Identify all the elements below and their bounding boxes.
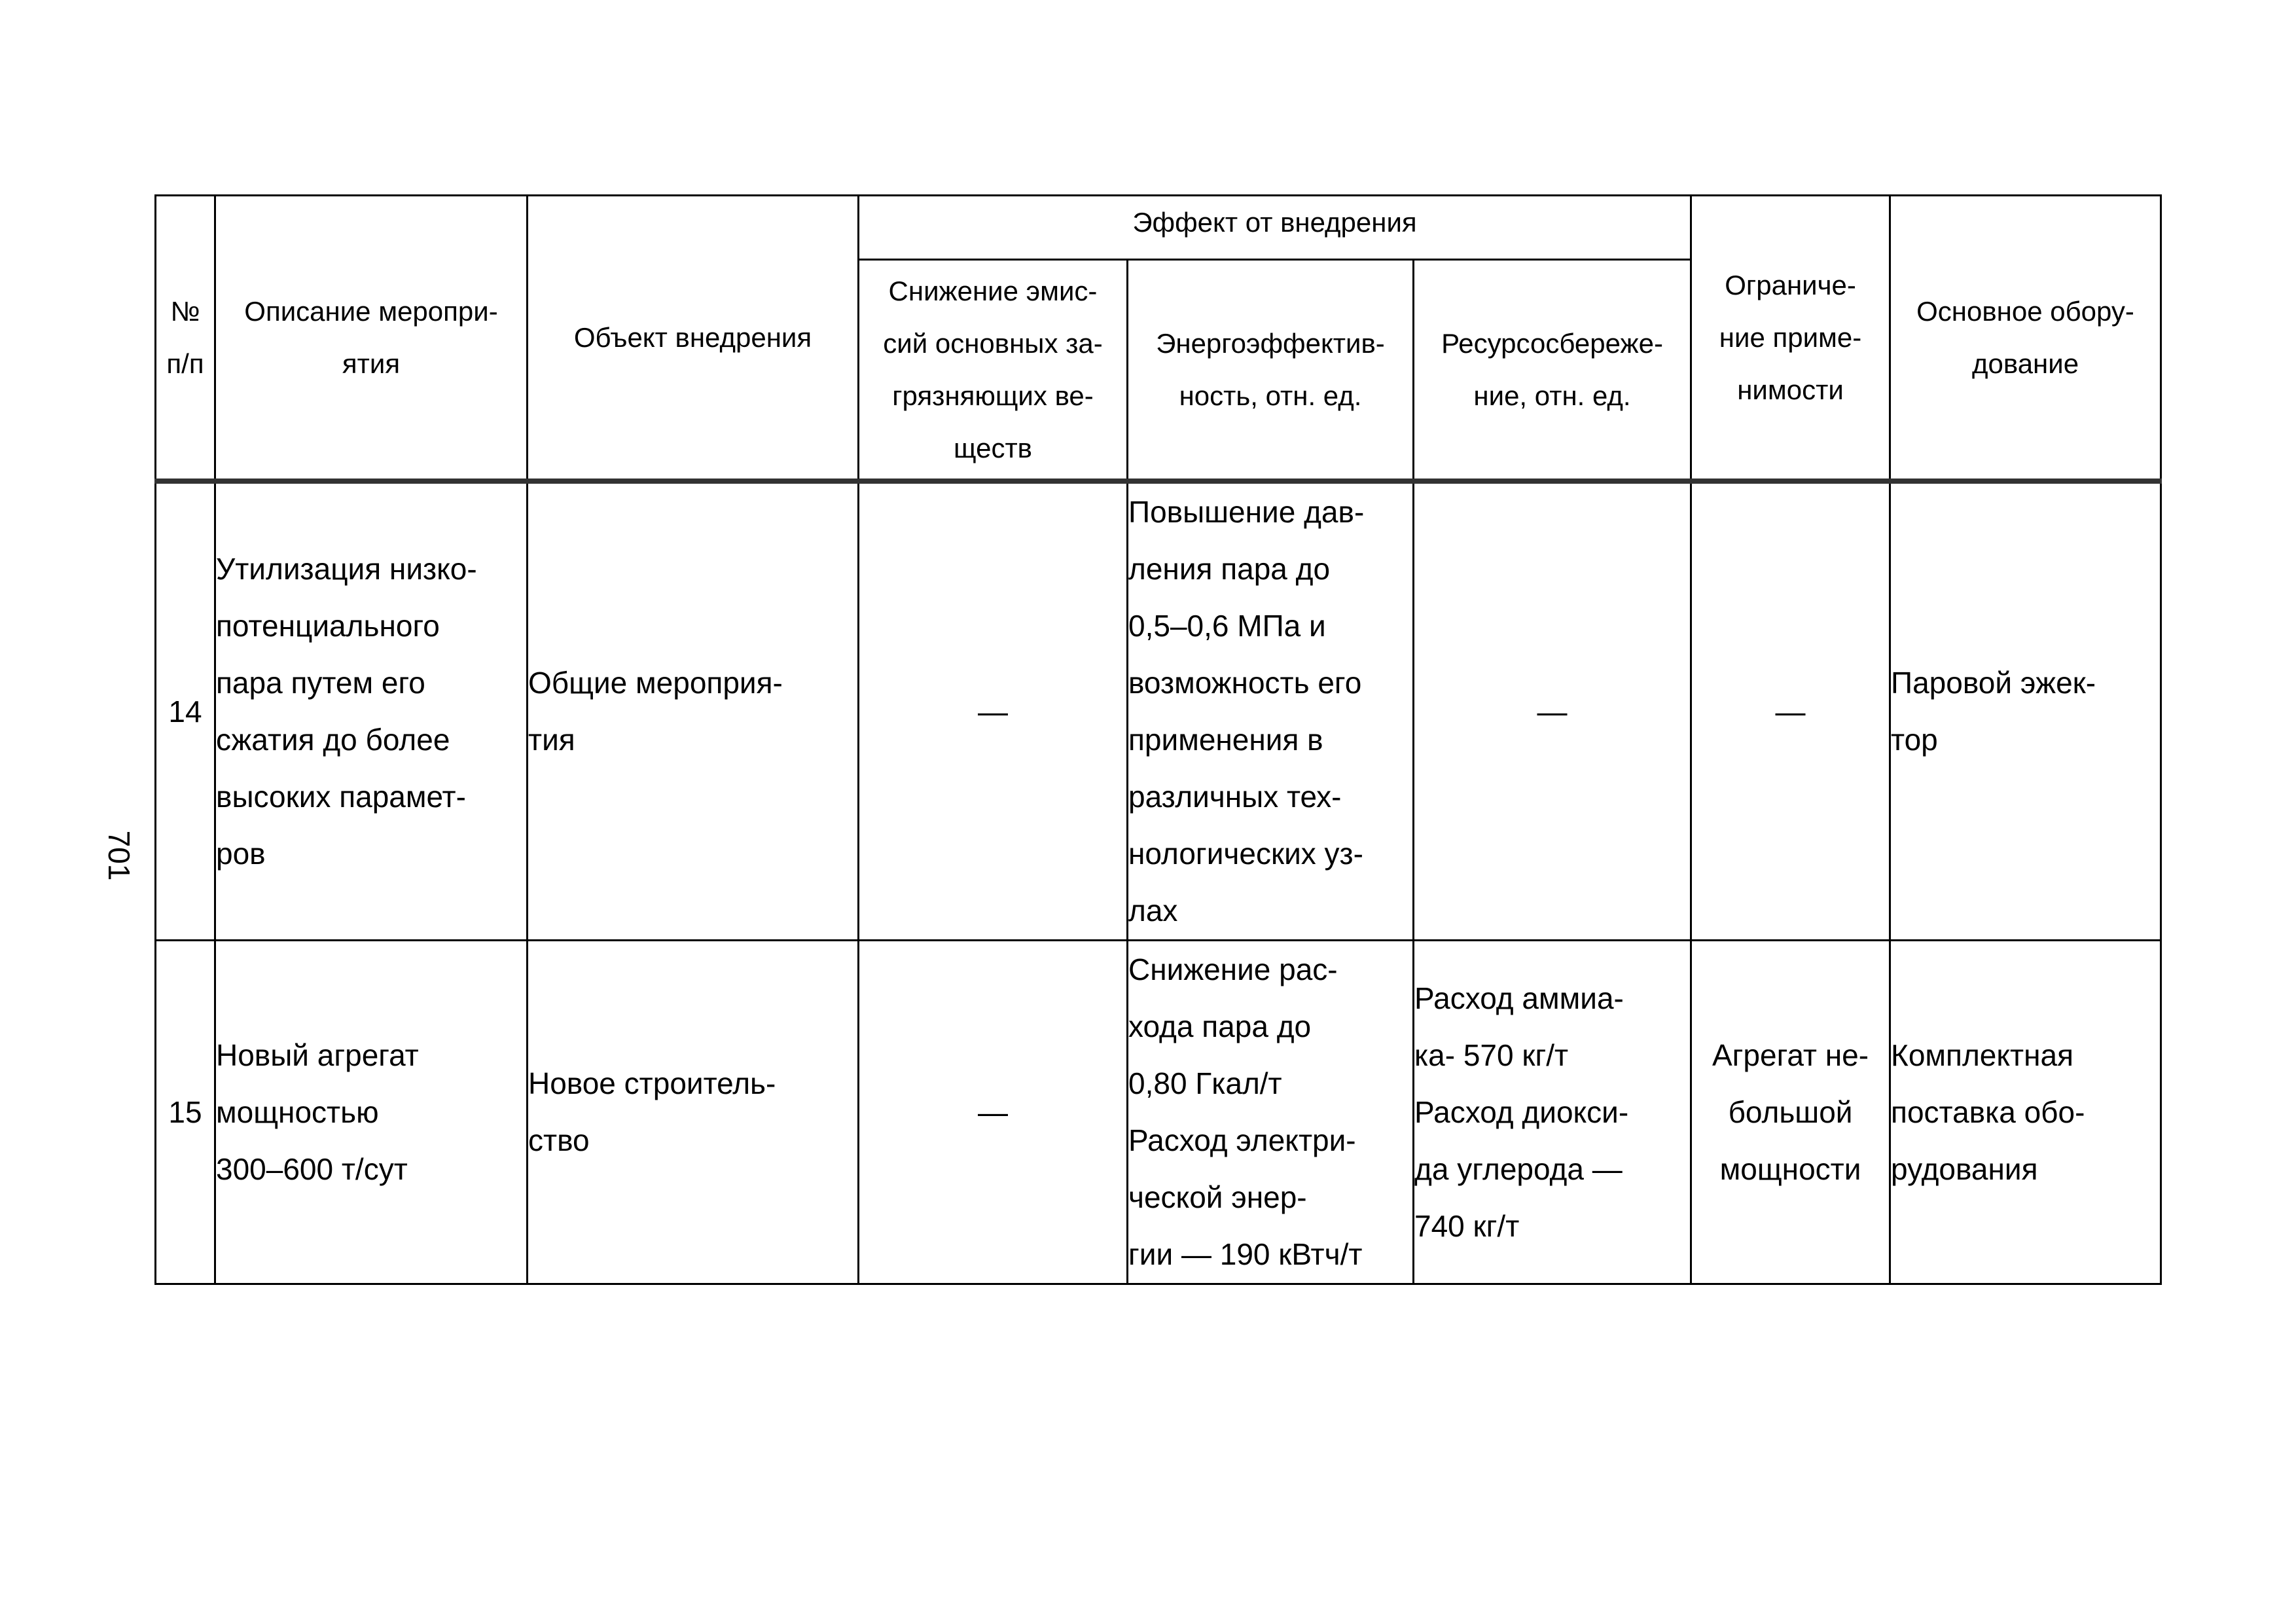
cell-line: ления пара до (1128, 552, 1331, 586)
cell-line: гии — 190 кВтч/т (1128, 1237, 1363, 1271)
table-row (156, 941, 2161, 1284)
header-line: сий основных за- (883, 327, 1103, 359)
cell-line: Новое строитель- (528, 1066, 776, 1100)
header-line: дование (1971, 348, 2079, 379)
cell-line: да углерода — (1414, 1151, 1623, 1186)
measures-table (154, 194, 2162, 1285)
cell-line: тия (528, 723, 575, 757)
cell-line: Расход электри- (1128, 1123, 1356, 1157)
header-line: Объект внедрения (573, 321, 812, 353)
header-line: Снижение эмис- (888, 275, 1098, 306)
header-line: Основное обору- (1916, 295, 2134, 327)
header-line: Ресурсосбереже- (1441, 327, 1663, 359)
header-line: ность, отн. ед. (1179, 380, 1362, 411)
table-body (156, 481, 2161, 1284)
row-equipment (1890, 941, 2161, 1284)
page-number: 701 (102, 830, 136, 881)
row-limitation: — (1691, 481, 1890, 941)
cell-line: 300–600 т/сут (216, 1151, 408, 1186)
cell-line: Расход аммиа- (1414, 981, 1624, 1015)
cell-line: Повышение дав- (1128, 495, 1365, 529)
table-row (156, 481, 2161, 941)
cell-line: тор (1891, 723, 1938, 757)
header-line: Описание меропри- (244, 295, 498, 327)
header-energy (1128, 260, 1414, 482)
cell-line: рудования (1891, 1151, 2038, 1186)
cell-line: возможность его (1128, 666, 1362, 700)
row-description (215, 941, 528, 1284)
row-object (528, 481, 859, 941)
cell-line: пара путем его (216, 666, 425, 700)
header-effect-group: Эффект от внедрения (859, 196, 1691, 260)
cell-line: Паровой эжек- (1891, 666, 2096, 700)
cell-line: Расход диокси- (1414, 1094, 1629, 1129)
cell-line: поставка обо- (1891, 1094, 2085, 1129)
row-equipment (1890, 481, 2161, 941)
row-energy (1128, 481, 1414, 941)
cell-line: 0,5–0,6 МПа и (1128, 609, 1326, 643)
row-num: 14 (156, 481, 215, 941)
header-emission (859, 260, 1128, 482)
cell-line: 0,80 Гкал/т (1128, 1066, 1282, 1100)
row-resource: — (1414, 481, 1691, 941)
cell-line: мощности (1719, 1151, 1861, 1186)
row-emission: — (859, 481, 1128, 941)
header-line: ние приме- (1719, 321, 1862, 353)
header-description (215, 196, 528, 482)
cell-line: применения в (1128, 723, 1323, 757)
row-description (215, 481, 528, 941)
cell-line: ческой энер- (1128, 1180, 1307, 1214)
header-line: ществ (954, 432, 1032, 463)
cell-line: ка- 570 кг/т (1414, 1038, 1569, 1072)
header-line: грязняющих ве- (892, 380, 1094, 411)
header-line: ятия (342, 348, 401, 379)
row-resource (1414, 941, 1691, 1284)
row-num: 15 (156, 941, 215, 1284)
cell-line: Утилизация низко- (216, 552, 477, 586)
header-line: ние, отн. ед. (1473, 380, 1631, 411)
cell-line: высоких парамет- (216, 780, 466, 814)
cell-line: потенциального (216, 609, 440, 643)
header-resource (1414, 260, 1691, 482)
cell-line: мощностью (216, 1094, 379, 1129)
header-num (156, 196, 215, 482)
cell-line: ство (528, 1123, 590, 1157)
header-line: нимости (1737, 374, 1844, 405)
cell-line: лах (1128, 893, 1178, 928)
header-line: Энергоэффектив- (1156, 327, 1385, 359)
row-emission: — (859, 941, 1128, 1284)
cell-line: нологических уз- (1128, 837, 1363, 871)
cell-line: Комплектная (1891, 1038, 2073, 1072)
cell-line: Агрегат не- (1712, 1038, 1869, 1072)
cell-line: различных тех- (1128, 780, 1342, 814)
cell-line: большой (1728, 1094, 1853, 1129)
cell-line: сжатия до более (216, 723, 450, 757)
header-limitation (1691, 196, 1890, 482)
cell-line: Снижение рас- (1128, 952, 1338, 986)
row-energy (1128, 941, 1414, 1284)
cell-line: Новый агрегат (216, 1038, 419, 1072)
cell-line: Общие мероприя- (528, 666, 783, 700)
header-line: п/п (166, 348, 204, 379)
row-limitation (1691, 941, 1890, 1284)
header-line: № (170, 295, 200, 327)
cell-line: ров (216, 837, 266, 871)
cell-line: хода пара до (1128, 1009, 1312, 1043)
row-object (528, 941, 859, 1284)
table-header (156, 196, 2161, 482)
cell-line: 740 кг/т (1414, 1208, 1520, 1243)
header-equipment (1890, 196, 2161, 482)
header-line: Ограниче- (1725, 269, 1856, 300)
header-object (528, 196, 859, 482)
